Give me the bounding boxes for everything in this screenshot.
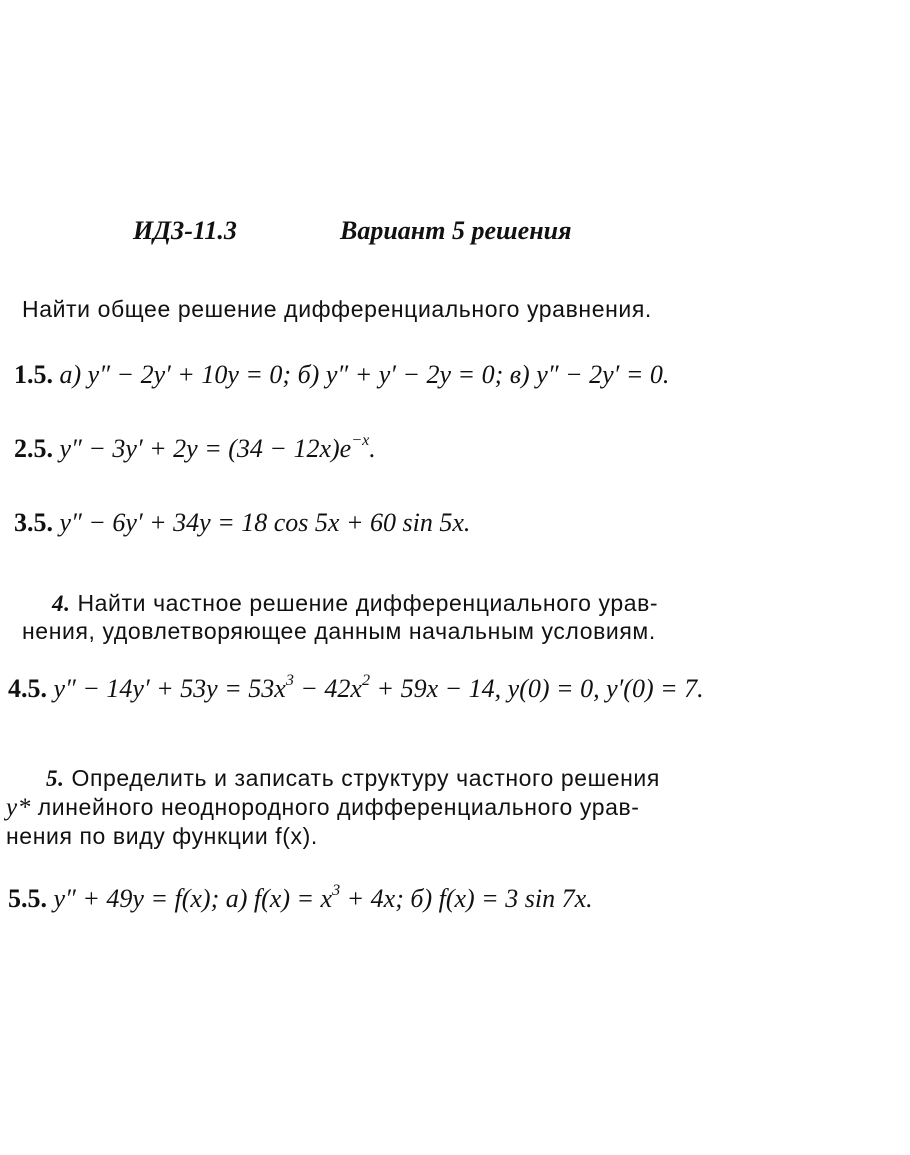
section-1-instruction: Найти общее решение дифференциального уравнения. xyxy=(22,296,652,322)
problem-lhs: y″ − 3y′ + 2y = (34 − 12x)e xyxy=(59,434,352,463)
problem-5-5 xyxy=(8,881,593,914)
problem-exponent: 3 xyxy=(332,881,341,899)
section-4-line-2: нения, удовлетворяющее данным начальным условиям. xyxy=(22,618,656,644)
problem-3-5 xyxy=(14,508,470,538)
section-5-line-2 xyxy=(6,794,640,822)
problem-number: 4.5. xyxy=(8,674,47,703)
problem-number: 5.5. xyxy=(8,884,47,913)
problem-text: а) y″ − 2y′ + 10y = 0; б) y″ + y′ − 2y = 0; в) y″ − 2y′ = 0. xyxy=(59,360,670,389)
problem-text: y″ − 6y′ + 34y = 18 cos 5x + 60 sin 5x. xyxy=(59,508,471,537)
section-text: Найти частное решение дифференциального урав- xyxy=(77,590,659,616)
section-variable: y* xyxy=(6,794,31,821)
problem-part-1: y″ − 14y′ + 53y = 53x xyxy=(53,674,286,703)
problem-2-5 xyxy=(14,431,376,464)
problem-4-5 xyxy=(8,671,704,704)
problem-part-3: + 59x − 14, y(0) = 0, y′(0) = 7. xyxy=(370,674,704,703)
section-text: линейного неоднородного дифференциального урав- xyxy=(30,794,640,820)
problem-number: 1.5. xyxy=(14,360,53,389)
problem-number: 2.5. xyxy=(14,434,53,463)
assignment-code: ИДЗ-11.3 xyxy=(133,216,237,245)
problem-part-2: + 4x; б) f(x) = 3 sin 7x. xyxy=(340,884,593,913)
problem-part-2: − 42x xyxy=(293,674,362,703)
section-number: 4. xyxy=(52,591,71,616)
problem-1-5 xyxy=(14,360,669,390)
problem-exponent: −x xyxy=(351,431,370,449)
document-header xyxy=(133,216,572,246)
problem-exponent-1: 3 xyxy=(285,671,294,689)
section-number: 5. xyxy=(46,766,65,791)
problem-exponent-2: 2 xyxy=(361,671,371,689)
section-5-line-1 xyxy=(46,765,660,792)
problem-part-1: y″ + 49y = f(x); а) f(x) = x xyxy=(53,884,333,913)
problem-tail: . xyxy=(369,434,376,463)
section-text: Определить и записать структуру частного решения xyxy=(71,765,660,791)
section-4-line-1 xyxy=(52,590,658,617)
section-5-line-3: нения по виду функции f(x). xyxy=(6,823,318,849)
variant-title: Вариант 5 решения xyxy=(340,216,572,245)
problem-number: 3.5. xyxy=(14,508,53,537)
